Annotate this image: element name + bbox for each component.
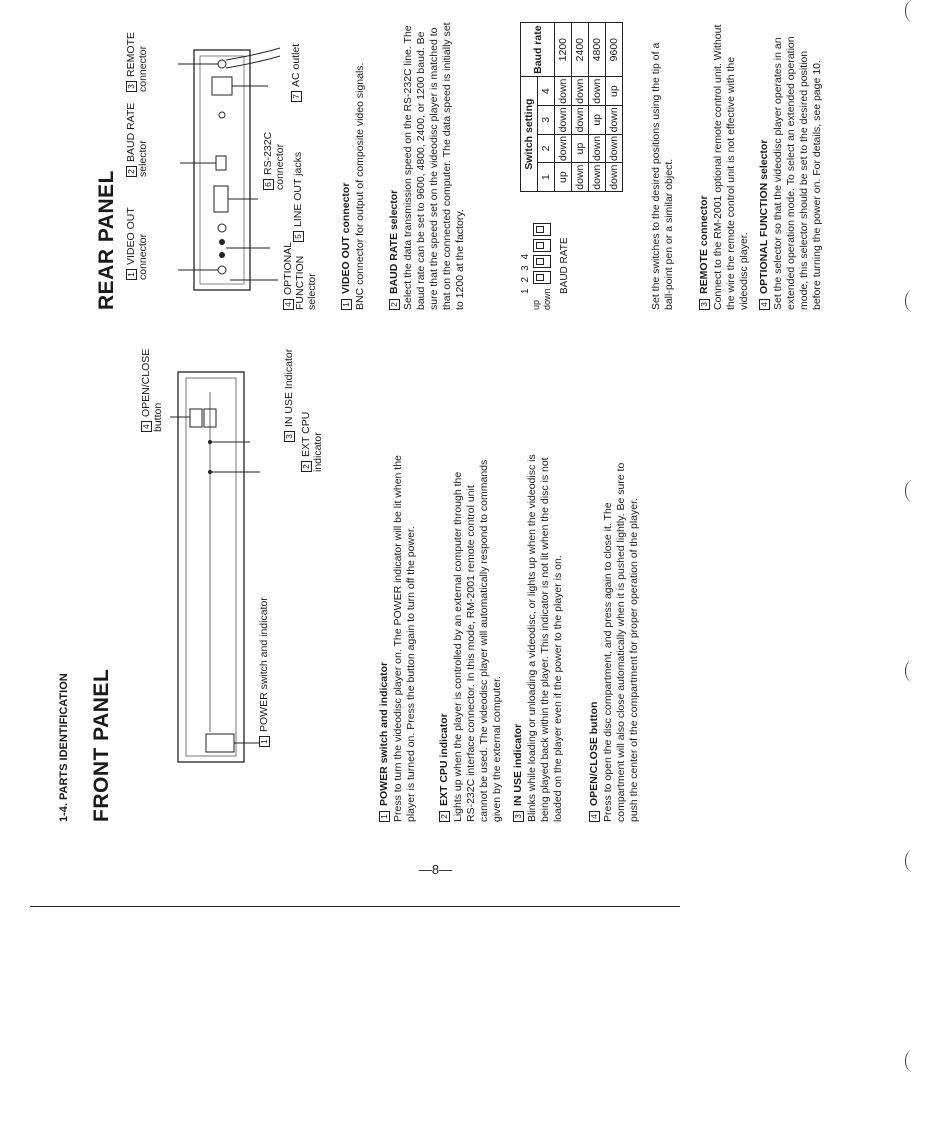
binding-curl [905, 660, 920, 682]
baud-rate-table: Switch setting Baud rate 1 2 3 4 up down down down 1200 down up down down 2400 down down up down 4800 down down down up 9600 [520, 22, 623, 192]
callout-in-use: 3IN USE Indicator [283, 322, 295, 442]
page-number: —8— [418, 861, 453, 877]
callout-number: 1 [126, 269, 137, 280]
callout-open-close: 4OPEN/CLOSE button [140, 348, 164, 432]
binding-curl [905, 480, 920, 502]
front-item-2: 2 EXT CPU indicator Lights up when the player is controlled by an external computer through the RS-232C interface connector. In this mode, RM-2001 remote control unit cannot be used. The videodisc player will automatically respond to commands given by the external computer. [438, 459, 503, 822]
dip-switch-1 [533, 271, 551, 284]
binding-curl [905, 290, 920, 312]
dip-switch-caption: BAUD RATE [559, 237, 570, 294]
callout-ext-cpu: 2EXT CPU indicator [300, 411, 324, 472]
callout-number: 4 [283, 299, 294, 310]
section-header: 1-4. PARTS IDENTIFICATION [58, 673, 70, 822]
rear-item-3: 3 REMOTE connector Connect to the RM-2001 optional remote control unit. Without the wire the remote control unit is not effective with the videodisc player. [698, 24, 750, 310]
callout-video-out: 1VIDEO OUT connector [125, 207, 149, 280]
callout-number: 4 [141, 421, 152, 432]
table-row: down down up down 4800 [589, 23, 606, 192]
page-rule [30, 906, 680, 907]
rear-item-2: 2 BAUD RATE selector Select the data transmission speed on the RS-232C line. The baud rate can be set to 9600, 4800, 2400, or 1200 baud. Be sure that the speed set on the videodisc player is matched to that on the connected computer. The data speed is initially set to 1200 at the factory. [388, 22, 466, 310]
dip-switch-2 [533, 255, 551, 268]
callout-number: 3 [284, 431, 295, 442]
callout-number: 3 [126, 81, 137, 92]
front-item-3: 3 IN USE indicator Blinks while loading or unloading a videodisc, or lights up when the videodisc is being played back within the player. This indicator is not lit when the disc is not loaded on the player even if the power to the player is on. [512, 454, 564, 822]
callout-number: 1 [259, 736, 270, 747]
dip-switch-numbers: 1234 [520, 247, 531, 294]
binding-curl [905, 1050, 920, 1072]
dip-switch-diagram [520, 200, 570, 310]
dip-switch-4 [533, 223, 551, 236]
front-item-4: 4 OPEN/CLOSE button Press to open the disc compartment, and press again to close it. The compartment will also close automatically when it is pushed lightly. Be sure to push the center of the compartment for proper operation of the player. [588, 462, 640, 822]
table-row: down down down up 9600 [606, 23, 623, 192]
rear-panel-title: REAR PANEL [95, 170, 118, 310]
callout-number: 2 [301, 461, 312, 472]
rear-item-1: 1 VIDEO OUT connector BNC connector for output of composite video signals. [340, 62, 366, 310]
callout-baud-rate: 2BAUD RATE selector [125, 102, 149, 177]
switch-setting-header: Switch setting [521, 77, 538, 192]
rear-item-4: 4 OPTIONAL FUNCTION selector Set the selector so that the videodisc player operates in an extended operation mode. To select an extended operation mode, this selector should be set to the desired position before turning the power on. For details, see page 10. [758, 36, 823, 310]
callout-power: 1POWER switch and indicator [258, 587, 270, 747]
switch-note: Set the switches to the desired positions using the tip of a ball-point pen or a similar object. [650, 42, 675, 310]
front-panel-illustration [150, 342, 280, 822]
binding-curl [905, 850, 920, 872]
callout-remote: 3REMOTE connector [125, 32, 149, 92]
dip-switch-3 [533, 239, 551, 252]
dip-down-label: down [542, 288, 552, 310]
front-panel-title: FRONT PANEL [90, 668, 113, 822]
dip-up-label: up [531, 299, 541, 310]
callout-number: 5 [293, 231, 304, 242]
table-row: down up down down 2400 [572, 23, 589, 192]
callout-number: 6 [263, 179, 274, 190]
callout-ac-outlet: 7AC outlet [290, 12, 302, 102]
callout-rs232c: 6RS-232C connector [262, 131, 286, 190]
front-item-1: 1 POWER switch and indicator Press to turn the videodisc player on. The POWER indicator will be lit when the player is turned on. Press the button again to turn off the power. [378, 455, 417, 822]
callout-number: 7 [291, 91, 302, 102]
callout-number: 2 [126, 166, 137, 177]
callout-line-out: 5LINE OUT jacks [292, 122, 304, 242]
baud-rate-header: Baud rate [521, 23, 555, 77]
callout-optional-function: 4OPTIONAL FUNCTION selector [282, 242, 318, 310]
table-row: up down down down 1200 [555, 23, 572, 192]
binding-curl [905, 0, 920, 22]
